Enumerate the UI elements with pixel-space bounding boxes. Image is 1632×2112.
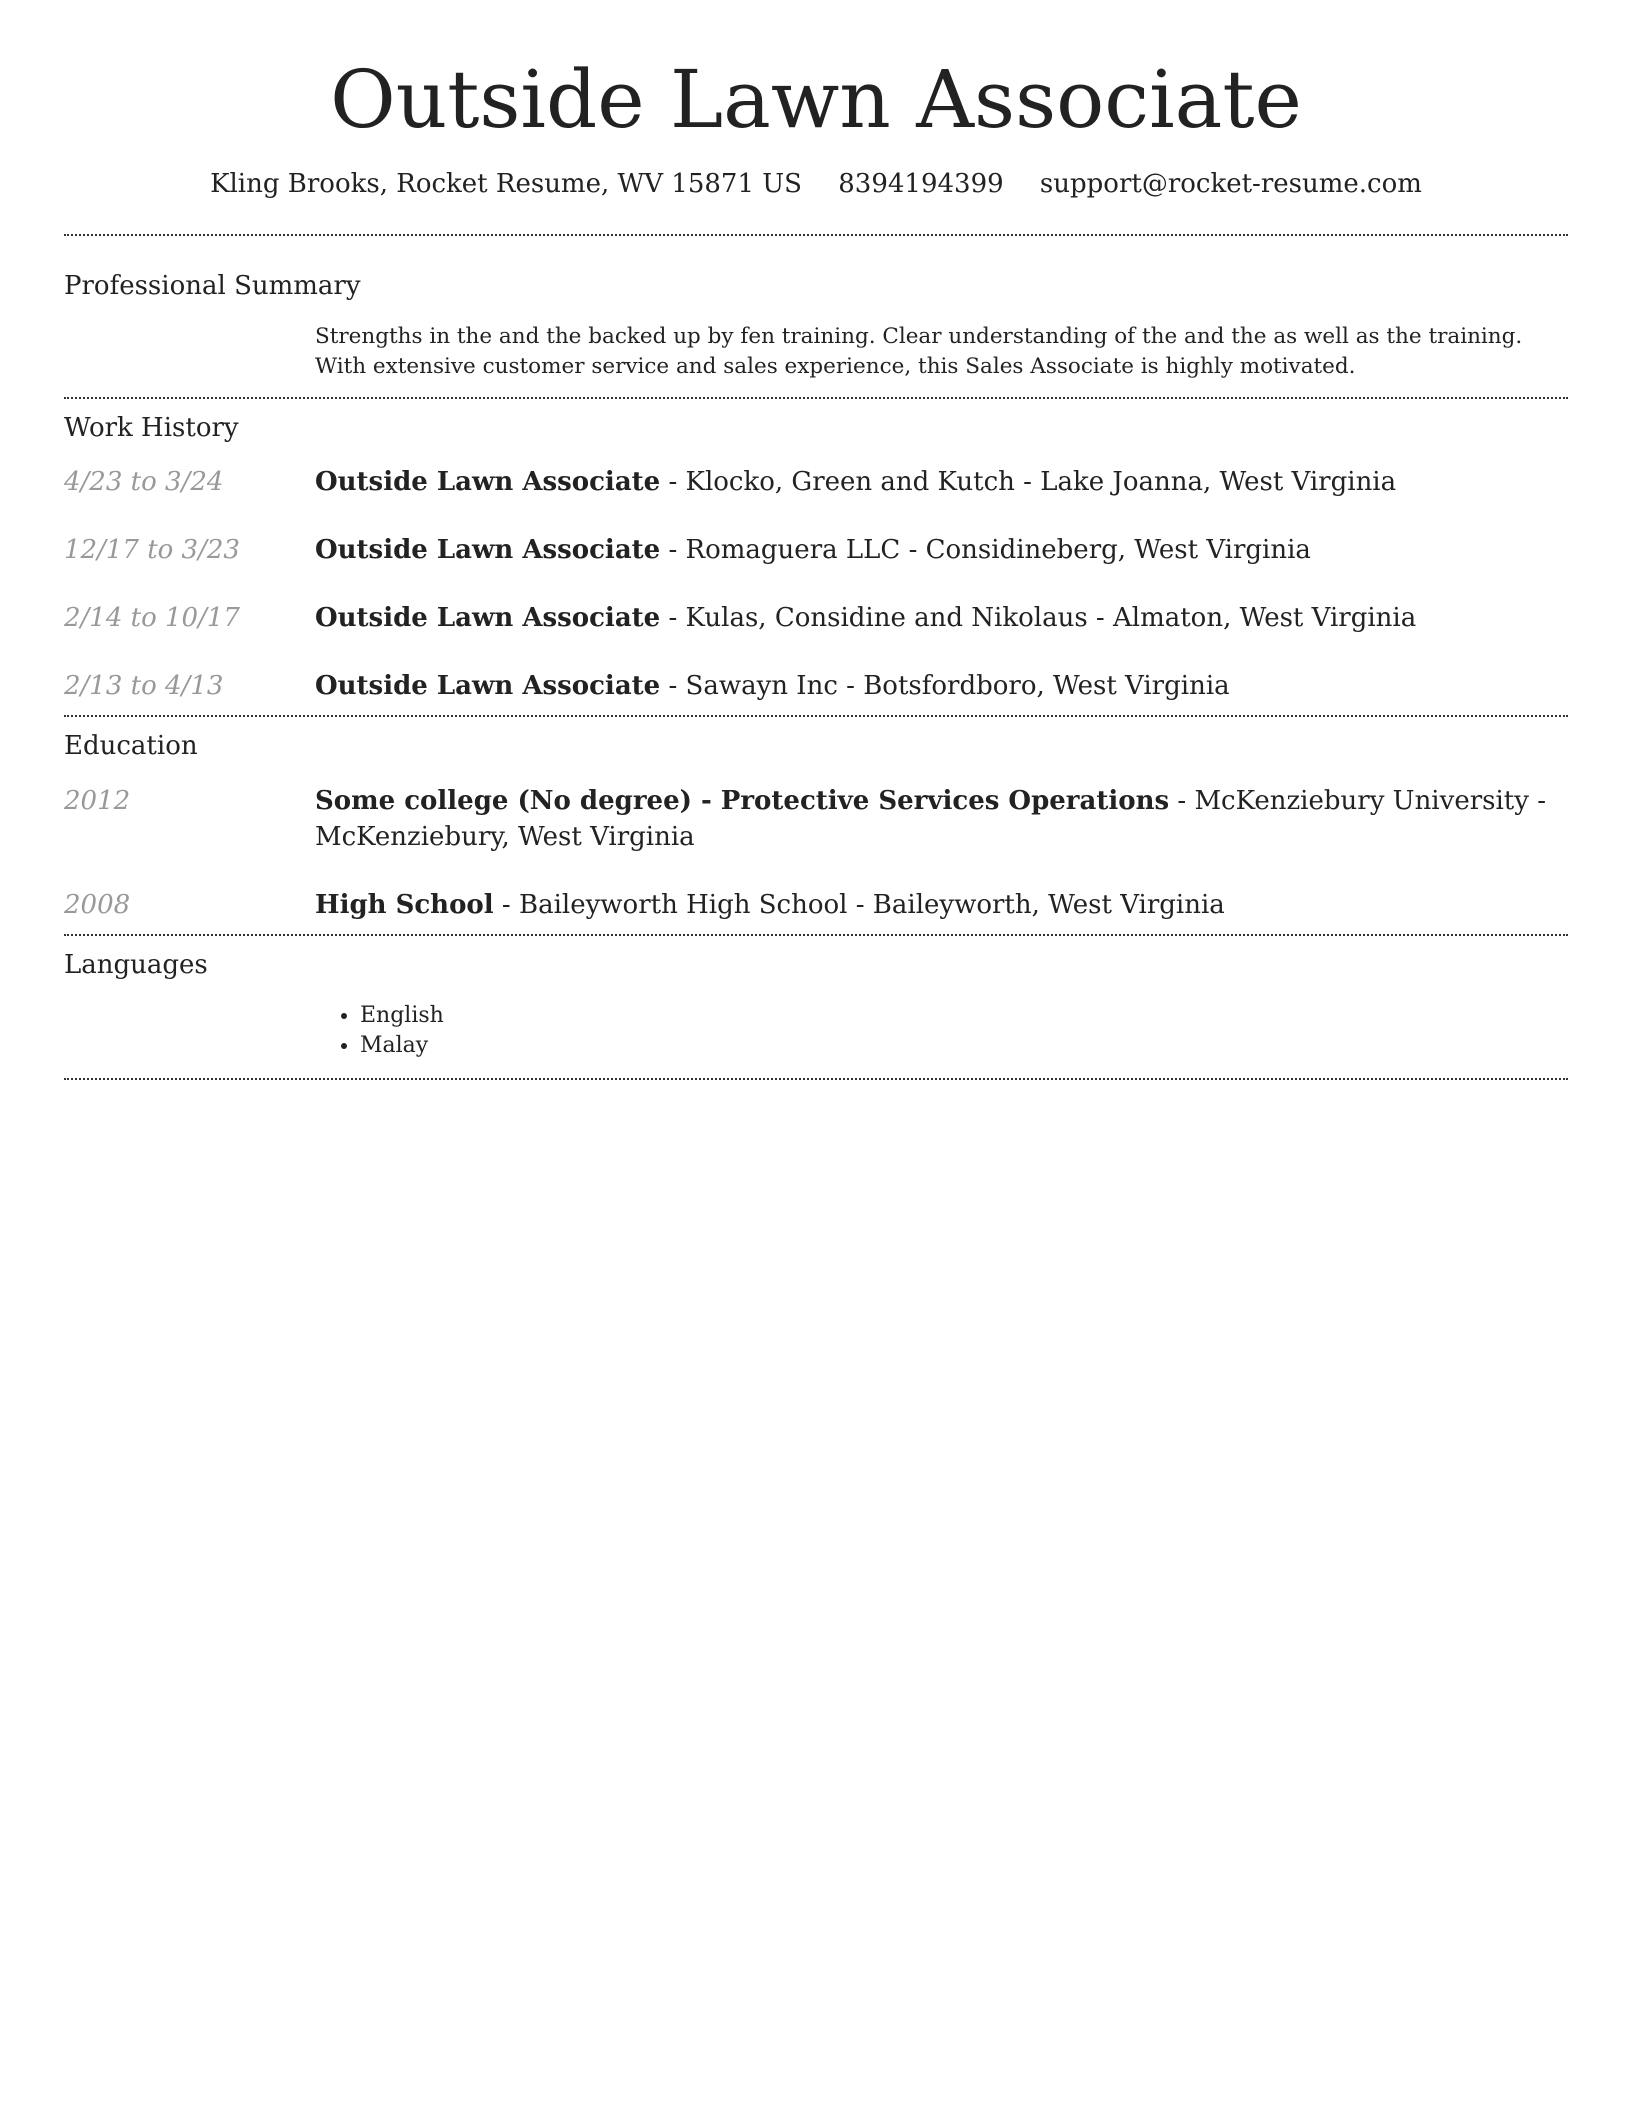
contact-email: support@rocket-resume.com: [1039, 169, 1422, 199]
work-entry-content: [315, 600, 1568, 636]
education-year: 2008: [64, 890, 131, 920]
work-history-entry: [64, 600, 1568, 636]
work-details: - Kulas, Considine and Nikolaus - Almaton, West Virginia: [660, 603, 1417, 633]
section-title-education: Education: [64, 731, 198, 761]
section-title-languages: Languages: [64, 950, 208, 980]
section-title-summary: Professional Summary: [64, 271, 361, 301]
contact-line: [64, 166, 1568, 202]
work-dates: 2/13 to 4/13: [64, 671, 224, 701]
work-history-entry: [64, 532, 1568, 568]
summary-text: Strengths in the and the backed up by fen training. Clear understanding of the and the as well as the training. With extensive customer service and sales experience, this Sales Associate is highly motivated.: [315, 324, 1523, 379]
languages-list: [315, 1001, 1568, 1061]
divider: [64, 234, 1568, 236]
section-title-work-history: Work History: [64, 413, 239, 443]
language-item: • Malay: [360, 1031, 1568, 1061]
work-history-entry: [64, 464, 1568, 500]
education-degree: Some college (No degree) - Protective Services Operations: [315, 786, 1170, 816]
language-item: • English: [360, 1001, 1568, 1031]
education-details: - McKenziebury University - McKenziebury, West Virginia: [315, 786, 1546, 852]
work-role: Outside Lawn Associate: [315, 535, 661, 565]
education-year: 2012: [64, 786, 131, 816]
work-dates: 4/23 to 3/24: [64, 467, 224, 497]
contact-address: Kling Brooks, Rocket Resume, WV 15871 US: [210, 169, 802, 199]
divider: [64, 715, 1568, 717]
work-entry-content: [315, 668, 1568, 704]
education-entry-content: [315, 783, 1568, 855]
divider: [64, 397, 1568, 399]
work-role: Outside Lawn Associate: [315, 603, 661, 633]
work-dates: 12/17 to 3/23: [64, 535, 240, 565]
education-entry: [64, 783, 1568, 855]
candidate-name: Outside Lawn Associate: [330, 53, 1302, 146]
education-entry-content: [315, 887, 1568, 923]
work-entry-content: [315, 532, 1568, 568]
work-details: - Sawayn Inc - Botsfordboro, West Virginia: [660, 671, 1230, 701]
education-entry: [64, 887, 1568, 923]
work-role: Outside Lawn Associate: [315, 467, 661, 497]
divider: [64, 1078, 1568, 1080]
divider: [64, 934, 1568, 936]
education-degree: High School: [315, 890, 494, 920]
work-entry-content: [315, 464, 1568, 500]
contact-phone: 8394194399: [838, 169, 1004, 199]
work-dates: 2/14 to 10/17: [64, 603, 240, 633]
work-history-entry: [64, 668, 1568, 704]
work-role: Outside Lawn Associate: [315, 671, 661, 701]
resume-page: [64, 0, 1568, 1080]
work-details: - Romaguera LLC - Considineberg, West Virginia: [660, 535, 1311, 565]
education-details: - Baileyworth High School - Baileyworth, West Virginia: [493, 890, 1225, 920]
work-details: - Klocko, Green and Kutch - Lake Joanna, West Virginia: [660, 467, 1397, 497]
